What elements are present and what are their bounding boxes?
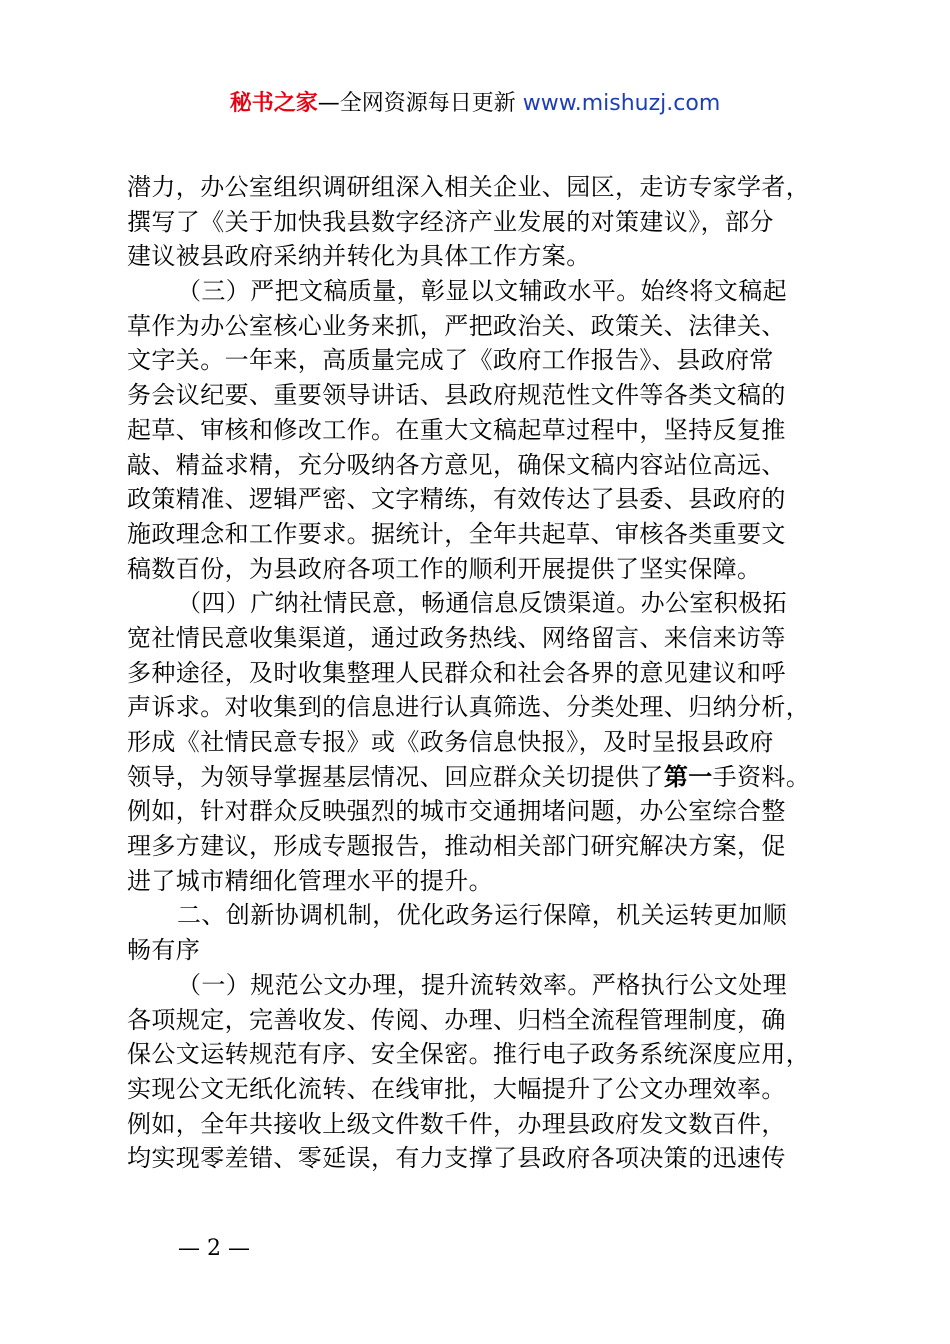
- body-line-tail: 手资料。: [712, 762, 811, 791]
- body-line: 文字关。一年来，高质量完成了《政府工作报告》、县政府常: [127, 346, 774, 375]
- body-line: 形成《社情民意专报》或《政务信息快报》，及时呈报县政府: [127, 728, 774, 756]
- body-line: 施政理念和工作要求。据统计，全年共起草、审核各类重要文: [127, 519, 786, 548]
- body-line: 实现公文无纸化流转、在线审批，大幅提升了公文办理效率。: [127, 1074, 786, 1103]
- body-line: 保公文运转规范有序、安全保密。推行电子政务系统深度应用，: [127, 1040, 811, 1069]
- body-line: 各项规定，完善收发、传阅、办理、归档全流程管理制度，确: [127, 1005, 786, 1034]
- site-header: [0, 88, 950, 120]
- body-line: 务会议纪要、重要领导讲话、县政府规范性文件等各类文稿的: [127, 381, 786, 410]
- body-line-text: 领导，为领导掌握基层情况、回应群众关切提供了: [127, 762, 664, 791]
- brand-name: 秘书之家: [229, 91, 318, 116]
- body-line: 声诉求。对收集到的信息进行认真筛选、分类处理、归纳分析，: [127, 693, 811, 722]
- body-line: 敲、精益求精，充分吸纳各方意见，确保文稿内容站位高远、: [127, 450, 786, 479]
- paragraph-start-line: （四）广纳社情民意，畅通信息反馈渠道。办公室积极拓: [177, 589, 787, 618]
- body-line: 宽社情民意收集渠道，通过政务热线、网络留言、来信来访等: [127, 623, 786, 652]
- body-line: 潜力，办公室组织调研组深入相关企业、园区，走访专家学者，: [127, 173, 811, 201]
- page-number: — 2 —: [178, 1236, 250, 1261]
- section-heading-line: 畅有序: [127, 936, 201, 965]
- body-line: 多种途径，及时收集整理人民群众和社会各界的意见建议和呼: [127, 658, 786, 687]
- body-line-with-bold: [127, 760, 837, 795]
- body-line: 稿数百份，为县政府各项工作的顺利开展提供了坚实保障。: [127, 554, 762, 583]
- section-heading-line: 二、创新协调机制，优化政务运行保障，机关运转更加顺: [177, 901, 787, 930]
- body-line: 政策精准、逻辑严密、文字精练，有效传达了县委、县政府的: [127, 485, 786, 514]
- body-line: 理多方建议，形成专题报告，推动相关部门研究解决方案，促: [127, 832, 786, 861]
- body-line: 均实现零差错、零延误，有力支撑了县政府各项决策的迅速传: [127, 1144, 786, 1173]
- site-url-link[interactable]: www.mishuzj.com: [522, 91, 721, 116]
- header-tagline: —全网资源每日更新: [317, 91, 523, 116]
- body-line: 例如，全年共接收上级文件数千件，办理县政府发文数百件，: [127, 1109, 786, 1138]
- body-line: 草作为办公室核心业务来抓，严把政治关、政策关、法律关、: [127, 311, 786, 340]
- body-line: 起草、审核和修改工作。在重大文稿起草过程中，坚持反复推: [127, 415, 786, 444]
- paragraph-start-line: （三）严把文稿质量，彰显以文辅政水平。始终将文稿起: [177, 277, 787, 306]
- body-line: 撰写了《关于加快我县数字经济产业发展的对策建议》，部分: [127, 207, 774, 236]
- bold-emphasis: 第一: [663, 762, 713, 791]
- body-line: 建议被县政府采纳并转化为具体工作方案。: [127, 242, 591, 271]
- document-body: [127, 170, 837, 1176]
- paragraph-start-line: （一）规范公文办理，提升流转效率。严格执行公文处理: [177, 970, 787, 999]
- body-line: 例如，针对群众反映强烈的城市交通拥堵问题，办公室综合整: [127, 797, 786, 826]
- body-line: 进了城市精细化管理水平的提升。: [127, 866, 493, 895]
